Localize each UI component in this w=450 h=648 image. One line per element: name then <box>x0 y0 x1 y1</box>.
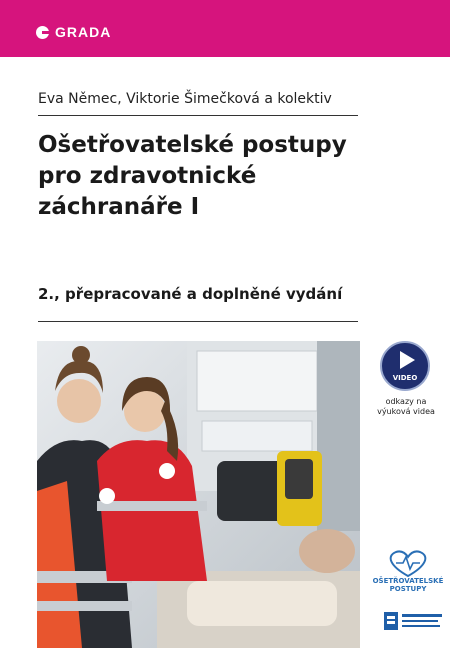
play-icon <box>400 351 415 369</box>
publisher-header-bar <box>0 0 450 57</box>
grada-mark-icon <box>36 26 49 39</box>
video-caption: odkazy na výuková videa <box>377 397 435 416</box>
institution-logo-icon <box>384 608 446 636</box>
heart-pulse-icon <box>368 548 448 578</box>
book-authors: Eva Němec, Viktorie Šimečková a kolektiv <box>38 91 332 107</box>
video-badge[interactable] <box>380 341 430 391</box>
video-badge-label: VIDEO <box>392 374 418 382</box>
title-line: pro zdravotnické <box>38 163 257 189</box>
top-divider <box>38 115 358 116</box>
cover-photo <box>37 341 360 648</box>
paramedics-photo-illustration <box>37 341 360 648</box>
book-edition: 2., přepracované a doplněné vydání <box>38 285 343 303</box>
institution-logo <box>384 608 446 636</box>
title-line: záchranáře I <box>38 194 200 220</box>
series-name: OŠETŘOVATELSKÉ POSTUPY <box>372 577 444 593</box>
bottom-divider <box>38 321 358 322</box>
publisher-logo[interactable] <box>36 24 111 40</box>
title-line: Ošetřovatelské postupy <box>38 132 347 158</box>
publisher-name: GRADA <box>55 24 112 40</box>
book-title <box>38 130 368 223</box>
